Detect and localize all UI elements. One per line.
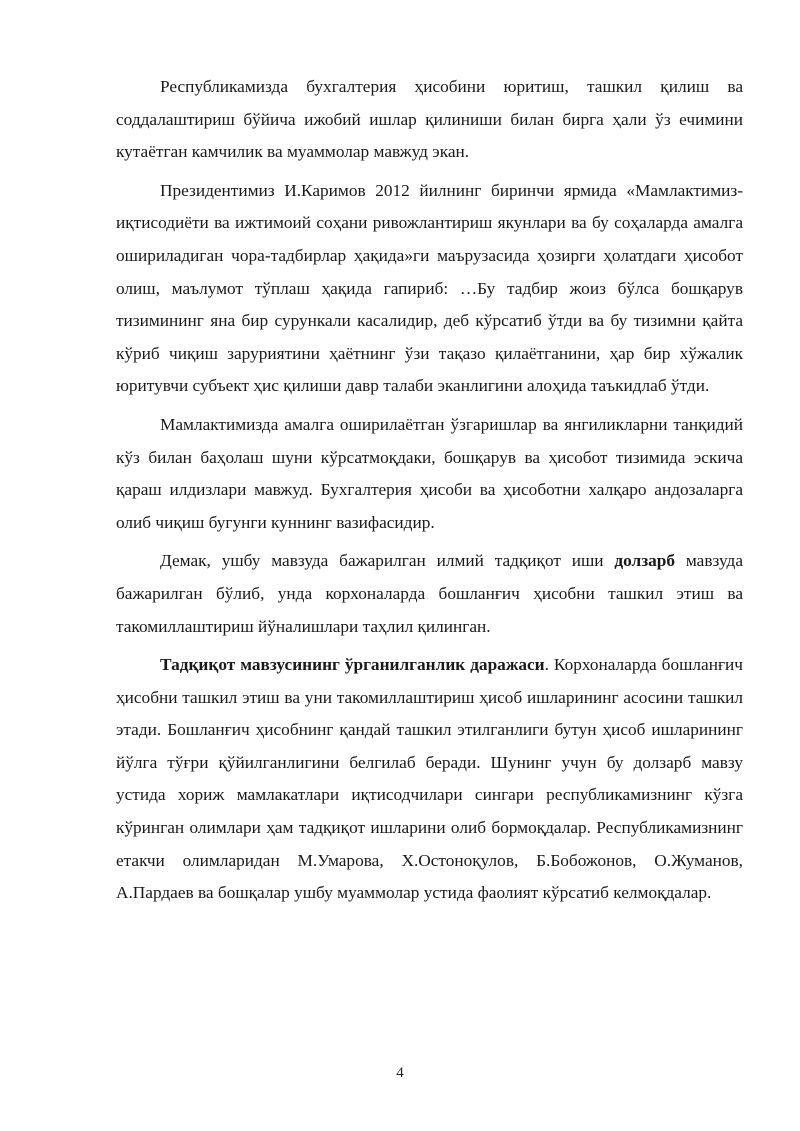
paragraph-president-quote — [116, 175, 743, 403]
paragraph-text-before: Демак, ушбу мавзуда бажарилган илмий тадқиқот иши — [160, 551, 615, 571]
keyword-relevant: долзарб — [614, 551, 676, 571]
paragraph-text: Президентимиз И.Каримов 2012 йилнинг биринчи ярмида «Мамлактимиз- иқтисодиёти ва ижтимоий соҳани ривожлантириш якунлари ва бу соҳаларда амалга ошириладиган чора-тадбирлар ҳақида»ги маърузасида ҳозирги ҳолатдаги ҳисобот олиш, маълумот тўплаш ҳақида гапириб: …Бу тадбир жоиз бўлса бошқарув тизимининг яна бир сурункали касалидир, деб кўрсатиб ўтди ва бу тизимни қайта кўриб чиқиш заруриятини ҳаётнинг ўзи тақазо қилаётганини, ҳар бир хўжалик юритувчи субъект ҳис қилиши давр талаби эканлигини алоҳида таъкидлаб ўтди. — [116, 180, 743, 396]
paragraph-research-degree — [116, 649, 743, 910]
paragraph-text-after: мавзуда бажарилган бўлиб, унда корхоналарда бошланғич ҳисобни ташкил этиш ва такомиллаштириш йўналишлари таҳлил қилинган. — [116, 551, 743, 636]
paragraph-text: . Корхоналарда бошланғич ҳисобни ташкил этиш ва уни такомиллаштириш ҳисоб ишларининг асосини ташкил этади. Бошланғич ҳисобнинг қандай ташкил этилганлиги бутун ҳисоб ишларининг йўлга тўғри қўйилганлигини белгилаб беради. Шунинг учун бу долзарб мавзу устида хориж мамлакатлари иқтисодчилари сингари республикамизнинг кўзга кўринган олимлари ҳам тадқиқот ишларини олиб бормоқдалар. Республикамизнинг етакчи олимларидан М.Умарова, Х.Остоноқулов, Б.Бобожонов, О.Жуманов, А.Пардаев ва бошқалар ушбу муаммолар устида фаолият кўрсатиб келмоқдалар. — [116, 655, 743, 903]
paragraph-text: Республикамизда бухгалтерия ҳисобини юритиш, ташкил қилиш ва соддалаштириш бўйича ижобий ишлар қилиниши билан бирга ҳали ўз ечимини кутаётган камчилик ва муаммолар мавжуд экан. — [116, 77, 743, 162]
paragraph-shortcomings — [116, 71, 743, 169]
paragraph-reforms — [116, 409, 743, 539]
paragraph-text: Мамлактимизда амалга оширилаётган ўзгаришлар ва янгиликларни танқидий кўз билан баҳолаш шуни кўрсатмоқдаки, бошқарув ва ҳисобот тизимида эскича қараш илдизлари мавжуд. Бухгалтерия ҳисоби ва ҳисоботни халқаро андозаларга олиб чиқиш бугунги куннинг вазифасидир. — [116, 414, 743, 532]
section-lead-heading: Тадқиқот мавзусининг ўрганилганлик даражаси — [160, 655, 545, 675]
document-body — [116, 71, 743, 916]
page-number: 4 — [396, 1065, 404, 1081]
paragraph-relevance — [116, 545, 743, 643]
